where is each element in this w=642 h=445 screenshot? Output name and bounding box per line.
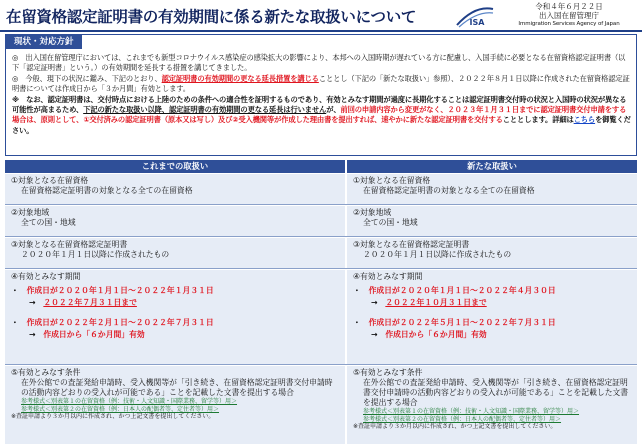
extension-notice: 認定証明書の有効期間の更なる延長措置を講じる (161, 73, 319, 83)
isa-logo (455, 3, 495, 29)
table-cell: ③対象となる在留資格認定証明書 ２０２０年１月１日以降に作成されたもの (347, 238, 637, 268)
table-row (5, 270, 637, 365)
status-section (5, 34, 637, 156)
table-cell: ①対象となる在留資格 在留資格認定証明書の対象となる全ての在留資格 (5, 174, 345, 204)
table-cell: ⑤有効とみなす条件 在外公館での査証発給申請時、受入機関等が「引き続き、在留資格認定証明書交付申請時の活動内容どおりの受入れが可能である」ことを記載した文書を提出する場合 参考様式＜別表第１の在留資格（例：技術・人文知識・国際業務、留学等）用＞ 参考様式＜別表第２の在留資格（例：日本人の配偶者等、定住者等）用＞ ※査証申請より３か月以内に作成され、かつ上記文書を提出してください。 (5, 366, 345, 444)
status-body (12, 53, 632, 136)
column-header-previous: これまでの取扱い (5, 160, 345, 173)
logo-text: ISA (469, 18, 485, 27)
table-cell: ②対象地域 全ての国・地域 (5, 206, 345, 236)
status-paragraph-1: ◎ 出入国在留管理庁においては、これまでも新型コロナウイルス感染症の感染拡大の影響により、本邦への入国時期が遅れている方に配慮し、入国手続に必要となる在留資格認定証明書（以下「認定証明書」という。）の有効期間を延長する措置を講じてきました。 (12, 53, 626, 73)
status-paragraph-2: ◎ 今般、現下の状況に鑑み、下記のとおり、認定証明書の有効期間の更なる延長措置を講じることとし（下記の「新たな取扱い」参照）、２０２２年８月１日以降に作成された在留資格認定証明書については作成日から「３か月間」有効とします。 (12, 73, 630, 94)
table-row (5, 366, 637, 444)
reissue-notice: 前回の申請内容から変更がなく、２０２３年１月３１日までに認定証明書交付申請をする場合は、原則として、①交付済みの認定証明書（原本又は写し）及び②受入機関等が作成した理由書を提出すれば、速やかに新たな認定証明書を交付する (12, 105, 627, 125)
details-link[interactable]: こちら (573, 115, 596, 125)
page-title: 在留資格認定証明書の有効期間に係る新たな取扱いについて (6, 8, 417, 26)
reference-form-link-1[interactable]: 参考様式＜別表第１の在留資格（例：技術・人文知識・国際業務、留学等）用＞ (21, 398, 238, 405)
table-cell: ③対象となる在留資格認定証明書 ２０２０年１月１日以降に作成されたもの (5, 238, 345, 268)
no-further-extension: 下記の新たな取扱い以降、認定証明書の有効期間の更なる延長は行いません (83, 105, 327, 115)
column-header-new: 新たな取扱い (347, 160, 637, 173)
table-cell: ④有効とみなす期間 ・ 作成日が２０２０年１月１日～２０２２年４月３０日 → ２０２２年１０月３１日まで ・ 作成日が２０２２年５月１日～２０２２年７月３１日 → 作成日から「６か月間」有効 (347, 270, 637, 364)
title-divider (0, 30, 642, 32)
table-cell: ②対象地域 全ての国・地域 (347, 206, 637, 236)
date-label: 令和４年６月２２日 (535, 2, 603, 11)
status-paragraph-3: ※ なお、認定証明書は、交付時点における上陸のための条件への適合性を証明するものであり、有効とみなす期間が過度に長期化することは認定証明書交付時の状況と入国時の状況が異なる可能性が高まるため、下記の新たな取扱い以降、認定証明書の有効期間の更なる延長は行いませんが、前回の申請内容から変更がなく、２０２３年１月３１日までに認定証明書交付申請をする場合は、原則として、①交付済みの認定証明書（原本又は写し）及び②受入機関等が作成した理由書を提出すれば、速やかに新たな認定証明書を交付することとします。詳細はこちらを御覧ください。 (12, 94, 631, 135)
org-name-en: Immigration Services Agency of Japan (518, 21, 620, 27)
reference-form-link-1[interactable]: 参考様式＜別表第１の在留資格（例：技術・人文知識・国際業務、留学等）用＞ (363, 408, 580, 415)
reference-form-link-2[interactable]: 参考様式＜別表第２の在留資格（例：日本人の配偶者等、定住者等）用＞ (363, 415, 562, 423)
header-info (496, 2, 642, 29)
status-heading: 現状・対応方針 (6, 35, 82, 49)
table-cell: ⑤有効とみなす条件 在外公館での査証発給申請時、受入機関等が「引き続き、在留資格認定証明書交付申請時の活動内容どおりの受入れが可能である」ことを記載した文書を提出する場合 参考様式＜別表第１の在留資格（例：技術・人文知識・国際業務、留学等）用＞ 参考様式＜別表第２の在留資格（例：日本人の配偶者等、定住者等）用＞ ※査証申請より３か月以内に作成され、かつ上記文書を提出してください。 (347, 366, 637, 444)
org-name: 出入国在留管理庁 (539, 11, 599, 20)
table-cell: ④有効とみなす期間 ・ 作成日が２０２０年１月１日～２０２２年１月３１日 → ２０２２年７月３１日まで ・ 作成日が２０２２年２月１日～２０２２年７月３１日 → 作成日から「６か月間」有効 (5, 270, 345, 364)
reference-form-link-2[interactable]: 参考様式＜別表第２の在留資格（例：日本人の配偶者等、定住者等）用＞ (21, 405, 220, 413)
table-row (5, 238, 637, 269)
comparison-table (5, 160, 637, 444)
table-row (5, 206, 637, 237)
table-cell: ①対象となる在留資格 在留資格認定証明書の対象となる全ての在留資格 (347, 174, 637, 204)
table-row (5, 174, 637, 205)
title-bar (0, 0, 642, 30)
